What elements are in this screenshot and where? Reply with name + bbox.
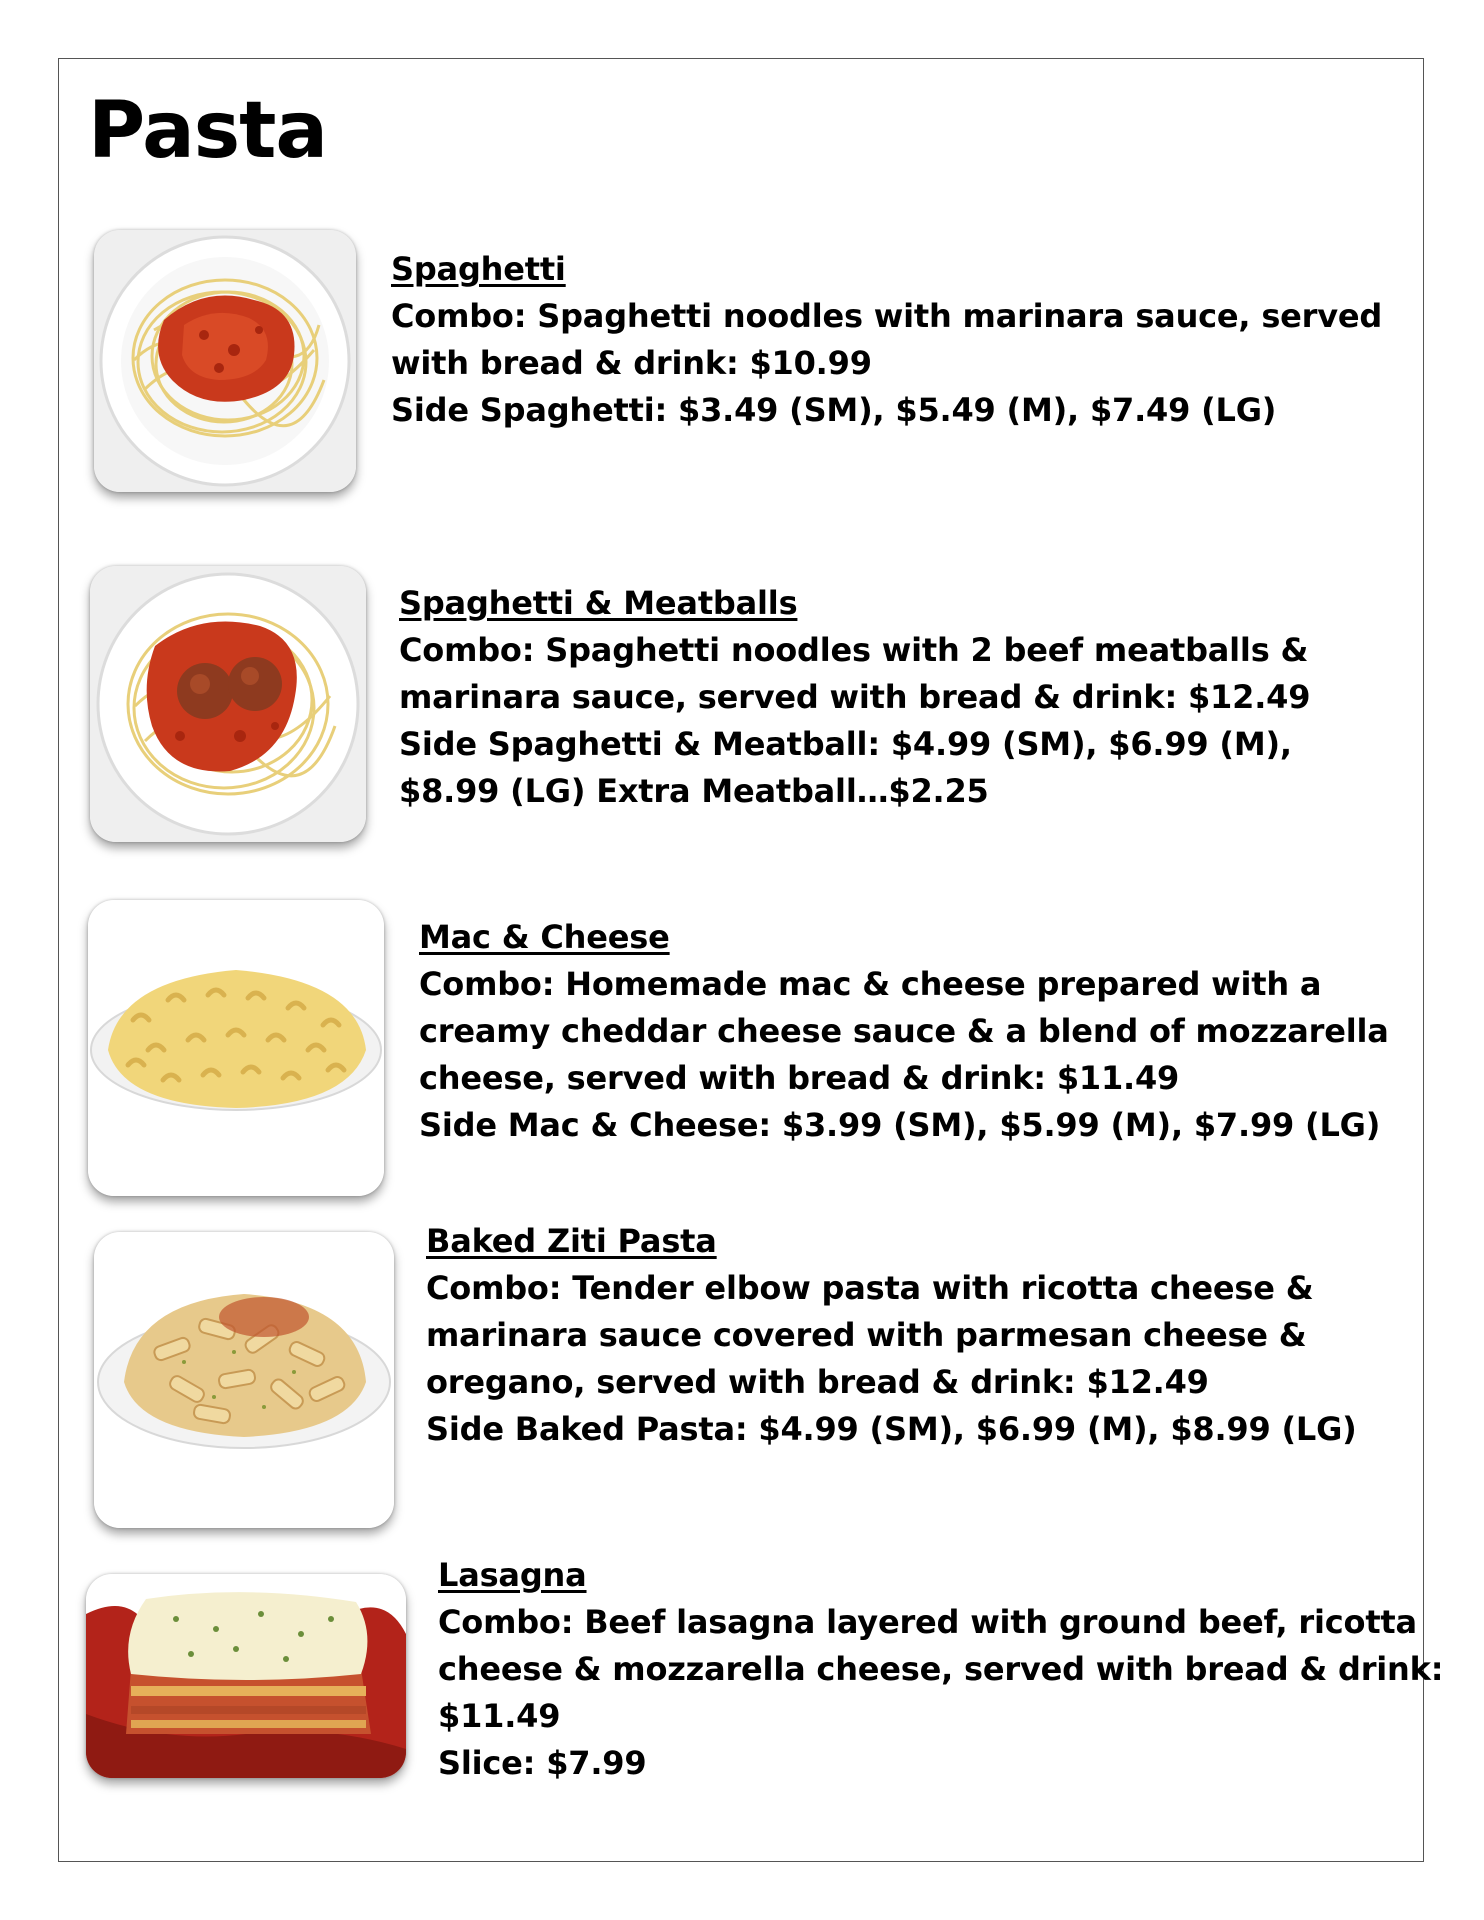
menu-item-baked-ziti — [426, 1218, 1357, 1453]
item-description-line: creamy cheddar cheese sauce & a blend of mozzarella — [419, 1012, 1389, 1050]
item-description-line: cheese, served with bread & drink: $11.49 — [419, 1059, 1180, 1097]
lasagna-photo — [86, 1574, 406, 1778]
item-name: Spaghetti — [391, 250, 566, 288]
item-name: Lasagna — [438, 1556, 587, 1594]
item-name: Spaghetti & Meatballs — [399, 584, 798, 622]
item-price-line: Slice: $7.99 — [438, 1744, 647, 1782]
item-description-line: Combo: Beef lasagna layered with ground beef, ricotta — [438, 1603, 1417, 1641]
menu-item-spaghetti-meatballs — [399, 580, 1310, 815]
baked-ziti-photo — [94, 1232, 394, 1528]
menu-item-spaghetti — [391, 246, 1382, 434]
item-description-line: Combo: Spaghetti noodles with marinara sauce, served — [391, 297, 1383, 335]
menu-item-lasagna — [438, 1552, 1443, 1787]
menu-item-mac-and-cheese — [419, 914, 1389, 1149]
mac-and-cheese-photo — [88, 900, 384, 1196]
item-description-line: cheese & mozzarella cheese, served with bread & drink: — [438, 1650, 1444, 1688]
item-price-line: Side Baked Pasta: $4.99 (SM), $6.99 (M), $8.99 (LG) — [426, 1410, 1357, 1448]
item-price-line: $11.49 — [438, 1697, 561, 1735]
item-description-line: marinara sauce, served with bread & drink: $12.49 — [399, 678, 1311, 716]
spaghetti-meatballs-photo — [90, 566, 366, 842]
item-name: Mac & Cheese — [419, 918, 670, 956]
page-title: Pasta — [88, 86, 328, 176]
item-description-line: Combo: Homemade mac & cheese prepared with a — [419, 965, 1322, 1003]
item-price-line: Side Mac & Cheese: $3.99 (SM), $5.99 (M), $7.99 (LG) — [419, 1106, 1381, 1144]
item-description-line: Combo: Tender elbow pasta with ricotta cheese & — [426, 1269, 1314, 1307]
item-description-line: with bread & drink: $10.99 — [391, 344, 872, 382]
item-price-line: $8.99 (LG) Extra Meatball…$2.25 — [399, 772, 989, 810]
item-name: Baked Ziti Pasta — [426, 1222, 717, 1260]
item-price-line: Side Spaghetti & Meatball: $4.99 (SM), $6.99 (M), — [399, 725, 1292, 763]
spaghetti-marinara-photo — [94, 230, 356, 492]
item-description-line: marinara sauce covered with parmesan cheese & — [426, 1316, 1307, 1354]
item-price-line: Side Spaghetti: $3.49 (SM), $5.49 (M), $7.49 (LG) — [391, 391, 1277, 429]
item-description-line: Combo: Spaghetti noodles with 2 beef meatballs & — [399, 631, 1309, 669]
item-description-line: oregano, served with bread & drink: $12.49 — [426, 1363, 1209, 1401]
